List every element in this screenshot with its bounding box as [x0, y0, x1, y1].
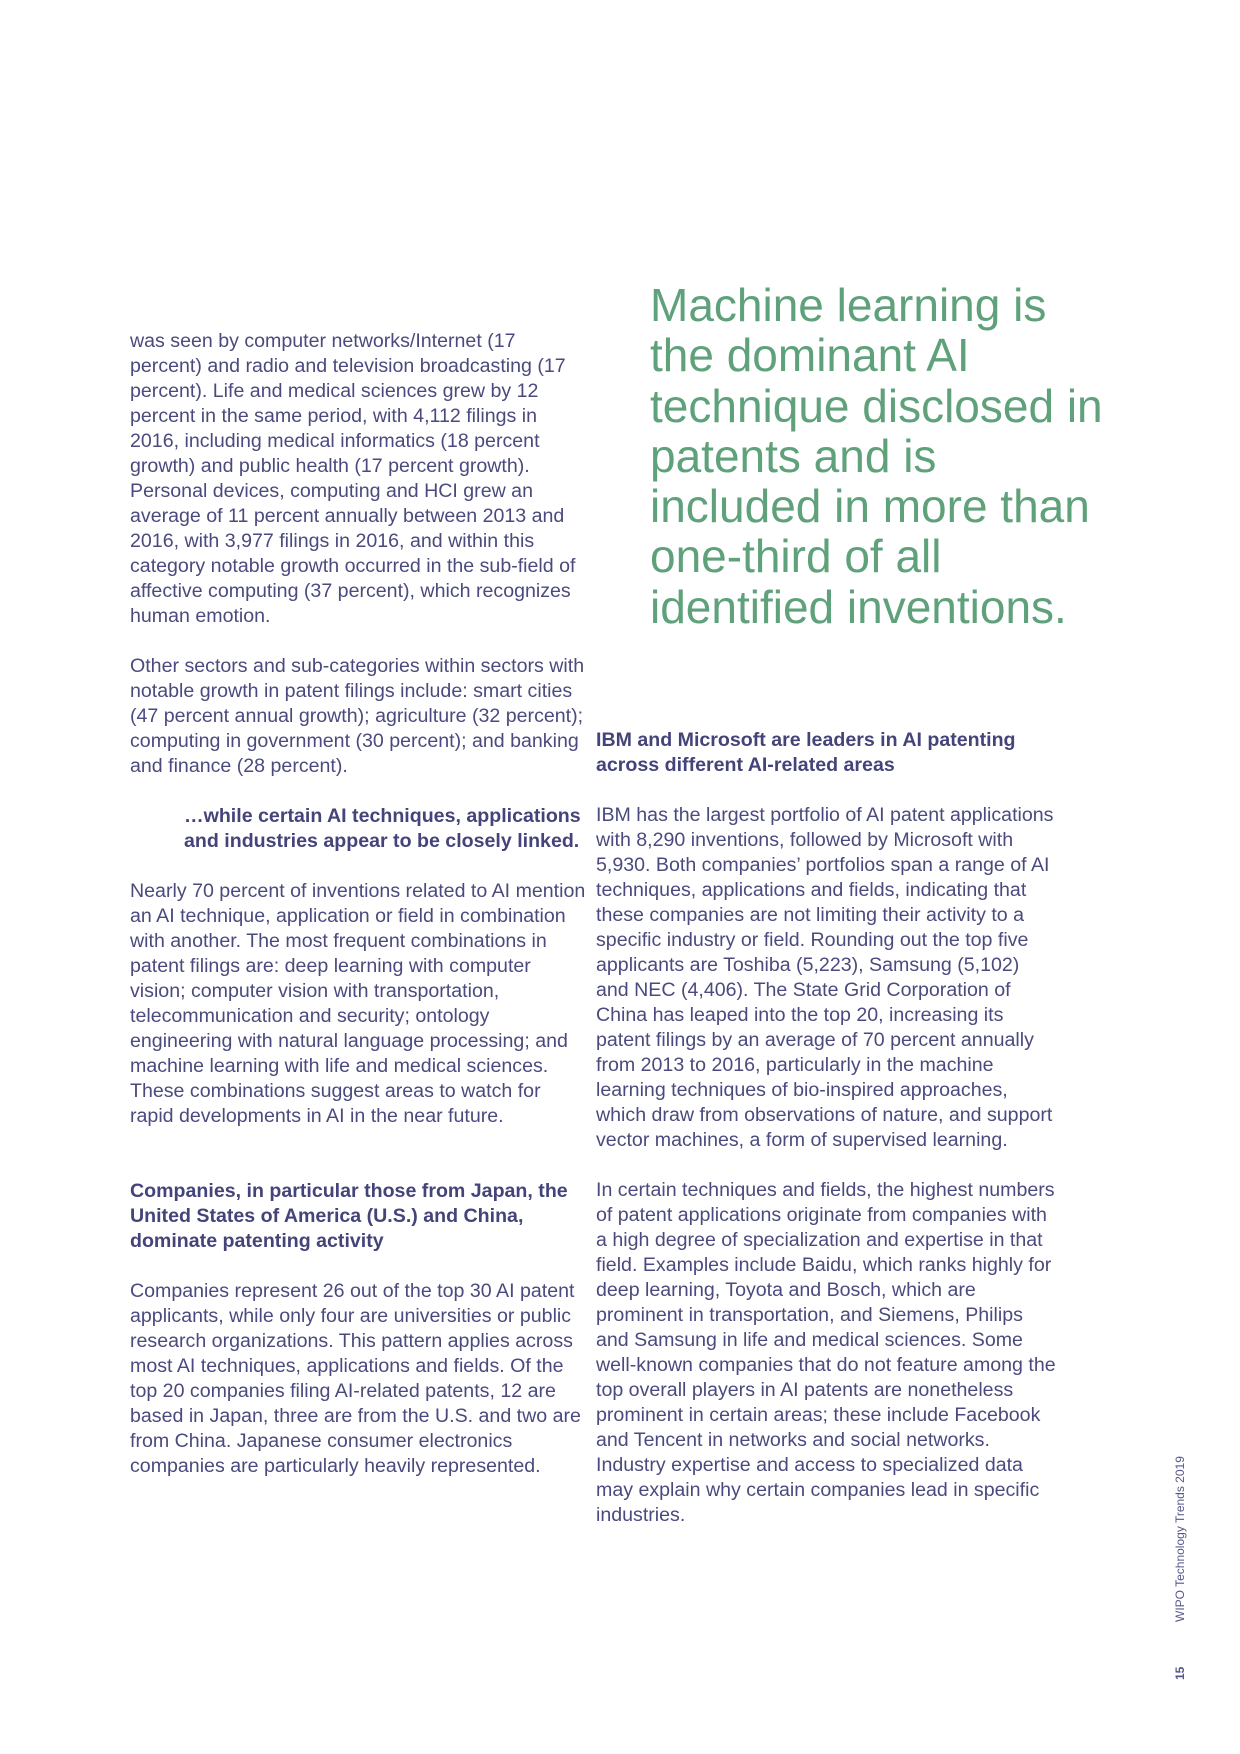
section-heading: IBM and Microsoft are leaders in AI patenting across different AI-related areas — [596, 729, 1016, 776]
section-subheading: …while certain AI techniques, applications and industries appear to be closely linked. — [184, 805, 581, 852]
section-heading: Companies, in particular those from Japan, the United States of America (U.S.) and China, dominate patenting activity — [130, 1180, 568, 1252]
pull-quote: Machine learning is the dominant AI technique disclosed in patents and is included in more than one-third of all identified inventions. — [650, 279, 1103, 633]
body-paragraph: Companies represent 26 out of the top 30 AI patent applicants, while only four are universities or public research organizations. This pattern applies across most AI techniques, applications and fields. Of the top 20 companies filing AI-related patents, 12 are based in Japan, three are from the U.S. and two are from China. Japanese consumer electronics companies are particularly heavily represented. — [130, 1280, 581, 1477]
publication-title: WIPO Technology Trends 2019 — [1173, 1456, 1187, 1622]
left-column — [130, 329, 586, 1504]
right-column — [596, 728, 1056, 1553]
body-paragraph: Other sectors and sub-categories within sectors with notable growth in patent filings include: smart cities (47 percent annual growth); agriculture (32 percent); computing in government (30 percent); and banking and finance (28 percent). — [130, 655, 585, 777]
page-number: 15 — [1173, 1666, 1187, 1680]
body-paragraph: Nearly 70 percent of inventions related to AI mention an AI technique, application or field in combination with another. The most frequent combinations in patent filings are: deep learning with computer vision; computer vision with transportation, telecommunication and security; ontology engineering with natural language processing; and machine learning with life and medical sciences. These combinations suggest areas to watch for rapid developments in AI in the near future. — [130, 880, 586, 1127]
body-paragraph: In certain techniques and fields, the highest numbers of patent applications originate from companies with a high degree of specialization and expertise in that field. Examples include Baidu, which ranks highly for deep learning, Toyota and Bosch, which are prominent in transportation, and Siemens, Philips and Samsung in life and medical sciences. Some well-known companies that do not feature among the top overall players in AI patents are nonetheless prominent in certain areas; these include Facebook and Tencent in networks and social networks. Industry expertise and access to specialized data may explain why certain companies lead in specific industries. — [596, 1179, 1056, 1526]
body-paragraph: was seen by computer networks/Internet (17 percent) and radio and television broadcasting (17 percent). Life and medical sciences grew by 12 percent in the same period, with 4,112 filings in 2016, including medical informatics (18 percent growth) and public health (17 percent growth). Personal devices, computing and HCI grew an average of 11 percent annually between 2013 and 2016, with 3,977 filings in 2016, and within this category notable growth occurred in the sub-field of affective computing (37 percent), which recognizes human emotion. — [130, 330, 576, 627]
spacer — [130, 1154, 586, 1179]
body-paragraph: IBM has the largest portfolio of AI patent applications with 8,290 inventions, followed by Microsoft with 5,930. Both companies’ portfolios span a range of AI techniques, applications and fields, indicating that these companies are not limiting their activity to a specific industry or field. Rounding out the top five applicants are Toshiba (5,223), Samsung (5,102) and NEC (4,406). The State Grid Corporation of China has leaped into the top 20, increasing its patent filings by an average of 70 percent annually from 2013 to 2016, particularly in the machine learning techniques of bio-inspired approaches, which draw from observations of nature, and support vector machines, a form of supervised learning. — [596, 804, 1054, 1151]
